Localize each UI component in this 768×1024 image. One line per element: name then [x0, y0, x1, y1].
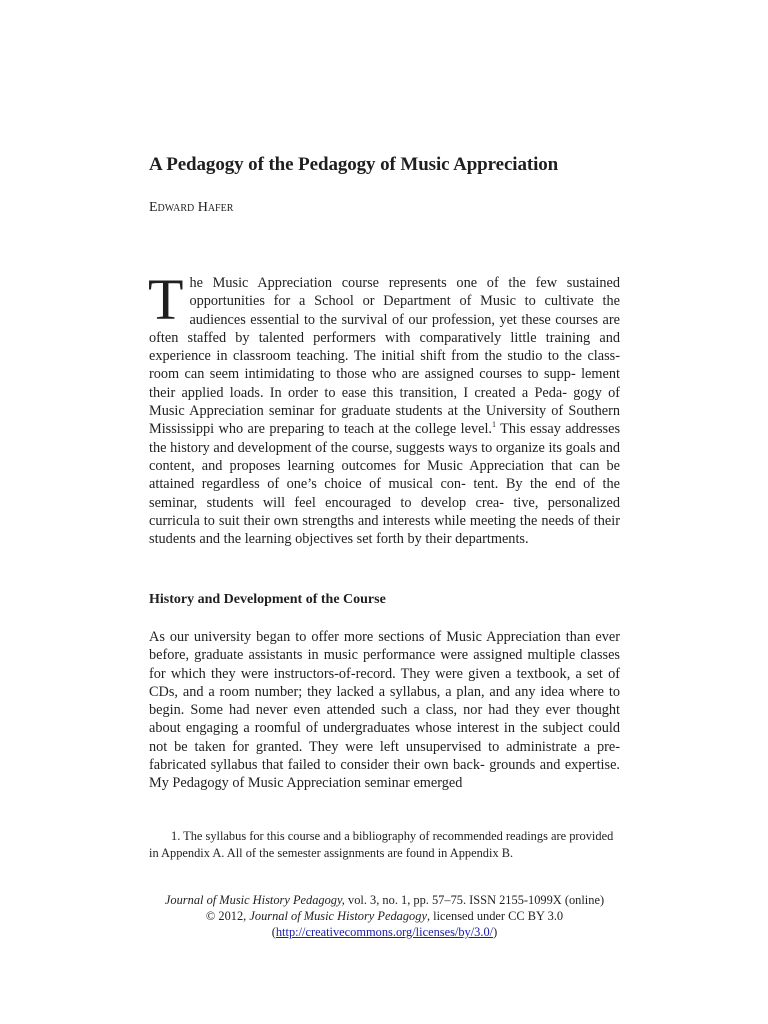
- footer-license-text: , licensed under CC BY 3.0: [426, 909, 564, 923]
- footer-journal-name: Journal of Music History Pedagogy,: [164, 893, 345, 907]
- footer-journal-name-2: Journal of Music History Pedagogy: [249, 909, 427, 923]
- intro-paragraph: [148, 267, 621, 548]
- link-open-paren: (: [271, 925, 276, 939]
- footer-copyright-prefix: © 2012,: [205, 909, 250, 923]
- footer-citation-details: vol. 3, no. 1, pp. 57–75. ISSN 2155-1099X (online): [344, 893, 605, 907]
- article-title: A Pedagogy of the Pedagogy of Music Appreciation: [149, 154, 559, 175]
- footer-copyright: [149, 908, 620, 924]
- footnote-line-1: 1. The syllabus for this course and a bibliography of recommended readings are provided: [171, 829, 614, 843]
- footer-citation: [149, 892, 620, 908]
- article-author: Edward Hafer: [149, 200, 234, 215]
- intro-text-part2: This essay addresses the history and development of the course, suggests ways to organize its goals and content, and proposes learning outcomes for Music Appreciation that can be attained regardless of one’s choice of musical con- tent. By the end of the seminar, students will feel encouraged to develop crea- tive, personalized curricula to suit their own strengths and interests while meeting the needs of their students and the learning objectives set forth by their departments.: [149, 421, 621, 548]
- footnote-line-2: in Appendix A. All of the semester assignments are found in Appendix B.: [149, 845, 514, 860]
- history-paragraph: As our university began to offer more sections of Music Appreciation than ever before, graduate assistants in music performance were assigned multiple classes for which they were instructors-of-record. They were given a textbook, a set of CDs, and a room number; they lacked a syllabus, a plan, and any idea where to begin. Some had never even attended such a class, nor had they ever thought about engaging a roomful of undergraduates whose interest in the subject could not be taken for granted. They were left unsupervised to administrate a pre-fabricated syllabus that failed to consider their own back- grounds and expertise. My Pedagogy of Music Appreciation seminar emerged: [149, 629, 620, 792]
- footer-license-link-line: [149, 924, 620, 940]
- license-link[interactable]: http://creativecommons.org/licenses/by/3.0/: [275, 925, 494, 939]
- footnote: [149, 828, 620, 861]
- drop-cap: T: [148, 267, 184, 332]
- link-close-paren: ): [493, 925, 498, 939]
- page-footer: [149, 892, 620, 940]
- section-heading: History and Development of the Course: [149, 592, 386, 607]
- footnote-marker[interactable]: 1: [492, 420, 496, 430]
- intro-text-part1: he Music Appreciation course represents one of the few sustained opportunities for a School or Department of Music to cultivate the audiences essential to the survival of our profession, yet these courses are often staffed by talented performers with comparatively little training and experience in classroom teaching. The initial shift from the studio to the class- room can seem intimidating to those who are assigned courses to supp- lement their applied loads. In order to ease this transition, I created a Peda- gogy of Music Appreciation seminar for graduate students at the University of Southern Mississippi who are preparing to teach at the college level.: [149, 275, 620, 438]
